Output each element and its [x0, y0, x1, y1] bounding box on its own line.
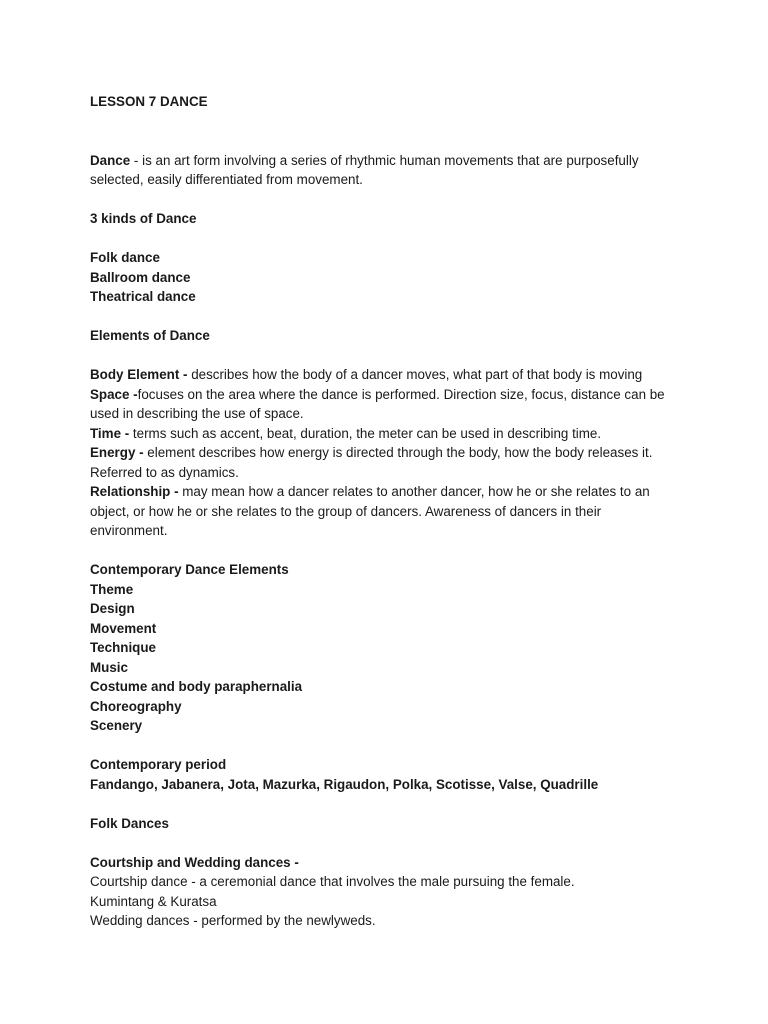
spacer [90, 346, 680, 366]
contemporary-period-heading: Contemporary period [90, 757, 227, 772]
kind-item: Theatrical dance [90, 289, 196, 304]
element-text: describes how the body of a dancer moves, what part of that body is moving [187, 367, 643, 382]
spacer [90, 229, 680, 249]
dance-definition-text: - is an art form involving a series of rhythmic human movements that are purposefully selected, easily differentiated from movement. [90, 152, 639, 187]
spacer [90, 541, 680, 561]
element-term: Relationship - [90, 484, 179, 499]
contemporary-element-item: Design [90, 601, 135, 616]
dance-definition [90, 151, 680, 190]
elements-heading: Elements of Dance [90, 328, 210, 343]
contemporary-element-item: Choreography [90, 698, 182, 714]
spacer [90, 190, 680, 210]
kinds-heading: 3 kinds of Dance [90, 211, 197, 226]
element-item [90, 385, 680, 424]
element-term: Energy - [90, 445, 144, 460]
spacer [90, 794, 680, 814]
folk-line: Wedding dances - performed by the newlyweds. [90, 913, 376, 928]
kind-item: Ballroom dance [90, 269, 191, 285]
spacer [90, 112, 680, 151]
contemporary-element-item: Music [90, 659, 128, 675]
folk-line: Courtship dance - a ceremonial dance that involves the male pursuing the female. [90, 874, 575, 889]
spacer [90, 736, 680, 756]
contemporary-element-item: Theme [90, 581, 134, 597]
element-text: focuses on the area where the dance is performed. Direction size, focus, distance can be used in describing the use of space. [90, 386, 665, 421]
kind-item: Folk dance [90, 250, 160, 265]
spacer [90, 833, 680, 853]
element-term: Body Element - [90, 367, 188, 382]
element-text: element describes how energy is directed through the body, how the body releases it. Referred to as dynamics. [90, 445, 653, 480]
contemporary-element-item: Costume and body paraphernalia [90, 679, 303, 694]
courtship-wedding-heading: Courtship and Wedding dances - [90, 854, 299, 870]
element-term: Time - [90, 425, 130, 441]
spacer [90, 307, 680, 327]
document-page [90, 92, 680, 931]
contemporary-elements-heading: Contemporary Dance Elements [90, 562, 289, 577]
contemporary-element-item: Scenery [90, 718, 143, 733]
element-item [90, 482, 680, 541]
lesson-title: LESSON 7 DANCE [90, 94, 208, 109]
element-text: may mean how a dancer relates to another dancer, how he or she relates to an object, or how he or she relates to the group of dancers. Awareness of dancers in their environment. [90, 484, 650, 538]
element-term: Space - [90, 386, 138, 402]
contemporary-period-list: Fandango, Jabanera, Jota, Mazurka, Rigaudon, Polka, Scotisse, Valse, Quadrille [90, 776, 599, 792]
contemporary-element-item: Movement [90, 620, 157, 636]
folk-dances-heading: Folk Dances [90, 815, 169, 831]
contemporary-element-item: Technique [90, 640, 156, 655]
dance-term: Dance [90, 152, 131, 168]
element-item [90, 424, 680, 444]
element-text: terms such as accent, beat, duration, the meter can be used in describing time. [129, 425, 602, 441]
folk-line: Kumintang & Kuratsa [90, 893, 217, 909]
element-item [90, 443, 680, 482]
element-item [90, 365, 680, 385]
